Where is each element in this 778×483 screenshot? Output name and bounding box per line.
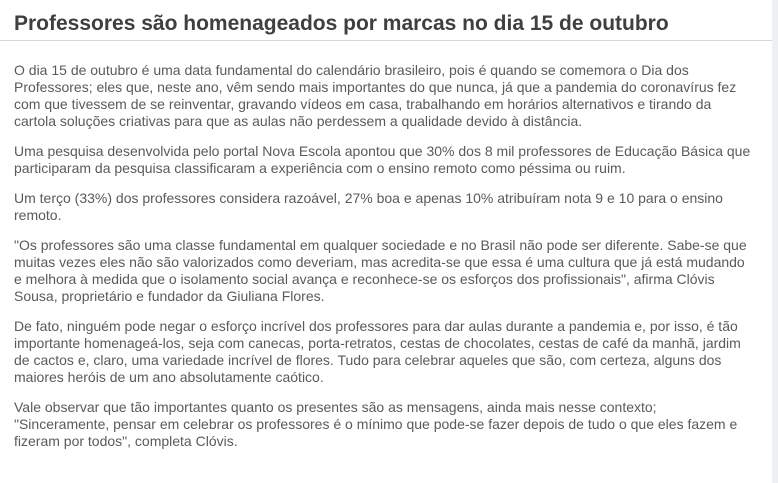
article-paragraph: Vale observar que tão importantes quanto os presentes são as mensagens, ainda mais nesse contexto; "Sinceramente, pensar em celebrar os professores é o mínimo que pode-se fazer depois de tudo o que eles fazem e fizeram por todos", completa Clóvis. <box>14 399 738 449</box>
article-paragraph: "Os professores são uma classe fundamental em qualquer sociedade e no Brasil não pode ser diferente. Sabe-se que muitas vezes eles não são valorizados como deveriam, mas acredita-se que essa é uma cultura que já está mudando e melhora à medida que o isolamento social avança e reconhece-se os esforços dos profissionais", afirma Clóvis Sousa, proprietário e fundador da Giuliana Flores. <box>14 237 747 304</box>
article-title: Professores são homenageados por marcas no dia 15 de outubro <box>14 12 669 35</box>
article-paragraph: De fato, ninguém pode negar o esforço incrível dos professores para dar aulas durante a pandemia e, por isso, é tão importante homenageá-los, seja com canecas, porta-retratos, cestas de chocolates, cestas de café da manhã, jardim de cactos e, claro, uma variedade incrível de flores. Tudo para celebrar aqueles que são, com certeza, alguns dos maiores heróis de um ano absolutamente caótico. <box>14 318 741 385</box>
title-divider <box>0 40 772 41</box>
article-paragraph: Uma pesquisa desenvolvida pelo portal Nova Escola apontou que 30% dos 8 mil professores de Educação Básica que participaram da pesquisa classificaram a experiência com o ensino remoto como péssima ou ruim. <box>14 143 751 176</box>
article-header <box>0 0 778 36</box>
article-body <box>0 62 778 450</box>
article-paragraph: Um terço (33%) dos professores considera razoável, 27% boa e apenas 10% atribuíram nota 9 e 10 para o ensino remoto. <box>14 190 723 223</box>
scrollbar-track[interactable] <box>772 0 778 483</box>
article-paragraph: O dia 15 de outubro é uma data fundamental do calendário brasileiro, pois é quando se comemora o Dia dos Professores; eles que, neste ano, vêm sendo mais importantes do que nunca, já que a pandemia do coronavírus fez com que tivessem de se reinventar, gravando vídeos em casa, trabalhando em horários alternativos e tirando da cartola soluções criativas para que as aulas não perdessem a qualidade devido à distância. <box>14 62 737 129</box>
